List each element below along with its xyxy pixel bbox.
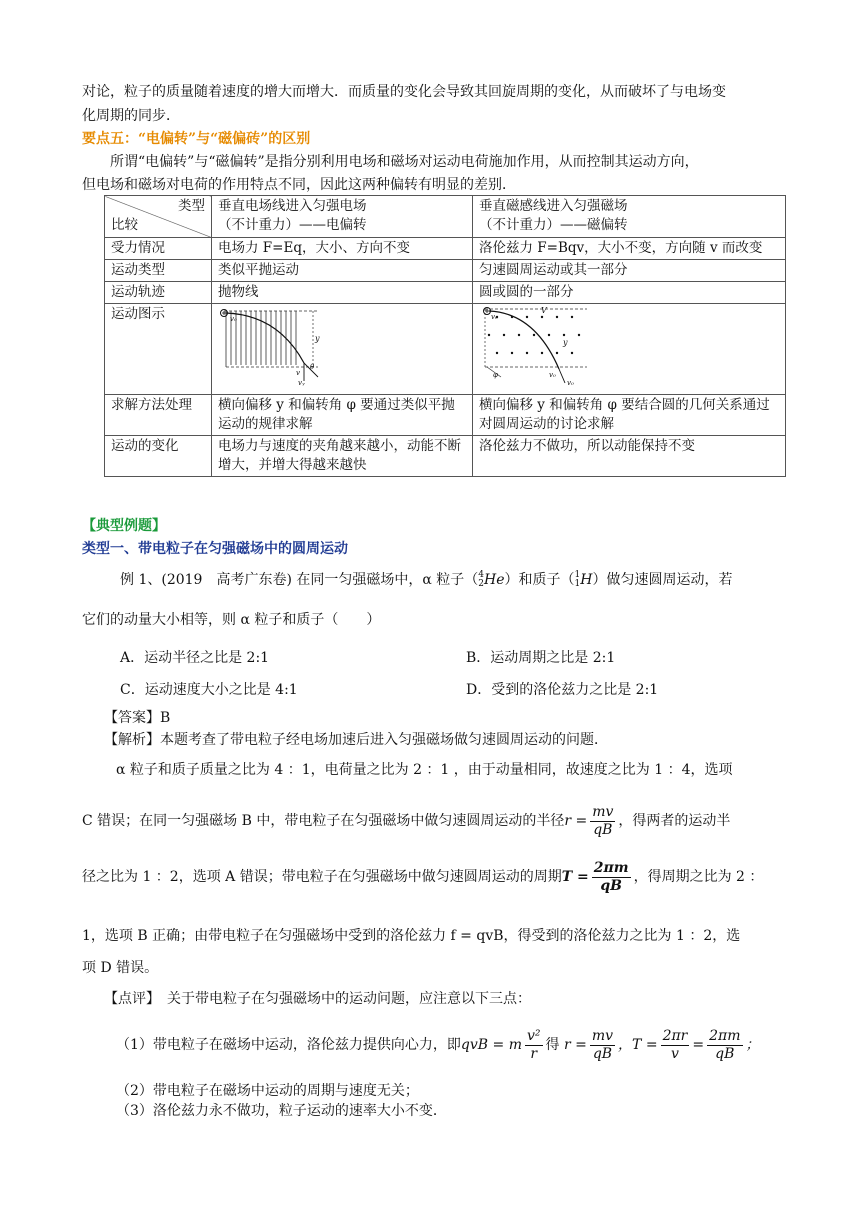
intro-line-2: 化周期的同步． [82,108,180,124]
electric-deflection-diagram [218,305,328,387]
formula-radius: r = $\frac{mv}{qB}$ [564,803,614,838]
analysis-line-2-text: C 错误；在同一匀强磁场 B 中，带电粒子在匀强磁场中做匀速圆周运动的半径 [82,813,565,829]
analysis-line-3-tail: ，得周期之比为 2 ： [633,869,764,885]
comparison-table [104,195,786,477]
analysis-line: 【解析】本题考查了带电粒子经电场加速后进入匀强磁场做匀速圆周运动的问题． [104,732,608,748]
svg-text:v₀: v₀ [491,313,498,321]
col-magnetic-header [473,196,786,238]
col-electric-header-1: 垂直电场线进入匀强电场 [218,198,367,214]
table-row [105,304,786,395]
formula-period: T = $\frac{2\pi m}{qB}$ [561,859,629,894]
svg-text:θ: θ [310,363,315,371]
question-suffix: ）做匀速圆周运动，若 [592,572,733,588]
answer-line: 【答案】B [104,710,171,726]
section-heading: 要点五：“电偏转”与“磁偏砖”的区别 [82,131,311,147]
question-prefix: 例 1、(2019 高考广东卷) 在同一匀强磁场中，α 粒子（ [120,572,479,588]
col-magnetic-header-2: （不计重力）——磁偏转 [479,217,628,233]
point-1-text: （1）带电粒子在磁场中运动，洛伦兹力提供向心力，即 [116,1037,461,1053]
col-electric-header [212,196,473,238]
row-electric-cell: 电场力与速度的夹角越来越小，动能不断增大，并增大得越来越快 [212,436,473,477]
corner-compare-label: 比较 [111,217,138,233]
col-magnetic-header-1: 垂直磁感线进入匀强磁场 [479,198,628,214]
table-row [105,238,786,260]
corner-type-label: 类型 [178,198,205,214]
row-magnetic-cell: 洛伦兹力不做功，所以动能保持不变 [473,436,786,477]
row-magnetic-cell: 圆或圆的一部分 [473,282,786,304]
point-1 [116,1022,760,1068]
table-row [105,395,786,436]
analysis-line-5: 项 D 错误。 [82,960,159,976]
formula-radius-2: r = $\frac{mv}{qB}$ ，T = $\frac{2\pi r}{v}$ = $\frac{2\pi m}{qB}$ ； [563,1027,760,1062]
row-label: 运动轨迹 [105,282,212,304]
point-2: （2）带电粒子在磁场中运动的周期与速度无关； [116,1083,419,1099]
hydrogen-symbol: H [580,572,593,588]
option-d: D．受到的洛伦兹力之比是 2:1 [466,682,659,698]
formula-lorentz-centripetal: qvB = m $\frac{\text{v²}}{r}$ [460,1027,541,1062]
helium-symbol: He [484,572,505,588]
row-label: 受力情况 [105,238,212,260]
table-row [105,282,786,304]
h-nuclide-indices: 1 1 [574,570,581,589]
option-a: A．运动半径之比是 2:1 [120,650,270,666]
table-row [105,260,786,282]
analysis-line-3-text: 径之比为 1 ：2，选项 A 错误；带电粒子在匀强磁场中做匀速圆周运动的周期 [82,869,562,885]
row-label: 运动的变化 [105,436,212,477]
question-line-1 [120,570,732,590]
intro-line-1: 对论，粒子的质量随着速度的增大而增大．而质量的变化会导致其回旋周期的变化，从而破坏了与电场变 [82,84,726,100]
svg-text:v₀: v₀ [549,371,556,379]
row-magnetic-cell: 横向偏移 y 和偏转角 φ 要结合圆的几何关系通过对圆周运动的讨论求解 [473,395,786,436]
row-electric-cell: 类似平抛运动 [212,260,473,282]
analysis-line-2 [82,799,730,843]
row-magnetic-cell: 洛伦兹力 F=Bqv，大小不变，方向随 v 而改变 [473,238,786,260]
row-electric-cell: 横向偏移 y 和偏转角 φ 要通过类似平抛运动的规律求解 [212,395,473,436]
magnetic-deflection-diagram-cell [473,304,786,395]
svg-text:φ: φ [493,371,498,379]
option-c: C．运动速度大小之比是 4:1 [120,682,298,698]
option-b: B．运动周期之比是 2:1 [466,650,616,666]
row-label: 运动图示 [105,304,212,395]
analysis-line-4: 1，选项 B 正确；由带电粒子在匀强磁场中受到的洛伦兹力 f = qvB，得受到的洛伦兹力之比为 1 ：2，选 [82,928,741,944]
svg-text:y: y [315,334,320,343]
table-row [105,436,786,477]
analysis-line-2-tail: ，得两者的运动半 [618,813,731,829]
svg-text:y: y [563,338,568,347]
analysis-line-1: α 粒子和质子质量之比为 4 ：1，电荷量之比为 2 ：1 ，由于动量相同，故速度之比为 1 ：4，选项 [116,762,733,778]
type1-heading: 类型一、带电粒子在匀强磁场中的圆周运动 [82,541,348,557]
svg-text:V: V [541,306,547,315]
section-para-2: 但电场和磁场对电荷的作用特点不同，因此这两种偏转有明显的差别． [82,177,516,193]
question-mid: ）和质子（ [504,572,575,588]
comment-line: 【点评】 关于带电粒子在匀强磁场中的运动问题，应注意以下三点： [104,991,531,1007]
row-label: 运动类型 [105,260,212,282]
examples-heading: 【典型例题】 [82,518,166,534]
svg-text:v: v [296,369,300,377]
col-electric-header-2: （不计重力）——电偏转 [218,217,367,233]
he-nuclide-indices: 4 2 [478,570,484,589]
analysis-line-3 [82,855,763,899]
magnetic-deflection-diagram [479,305,589,387]
point-1-de: 得 [545,1037,564,1053]
section-para-1: 所谓“电偏转”与“磁偏转”是指分别利用电场和磁场对运动电荷施加作用，从而控制其运动方向， [110,154,699,170]
table-corner-cell [105,196,212,238]
question-line-2: 它们的动量大小相等，则 α 粒子和质子（ ） [82,612,381,628]
row-label: 求解方法处理 [105,395,212,436]
electric-deflection-diagram-cell [212,304,473,395]
row-electric-cell: 抛物线 [212,282,473,304]
svg-text:vᵧ: vᵧ [298,379,305,387]
svg-text:v₀: v₀ [567,379,574,387]
row-magnetic-cell: 匀速圆周运动或其一部分 [473,260,786,282]
row-electric-cell: 电场力 F=Eq，大小、方向不变 [212,238,473,260]
point-3: （3）洛伦兹力永不做功，粒子运动的速率大小不变． [116,1103,447,1119]
svg-text:v₀: v₀ [230,315,237,323]
